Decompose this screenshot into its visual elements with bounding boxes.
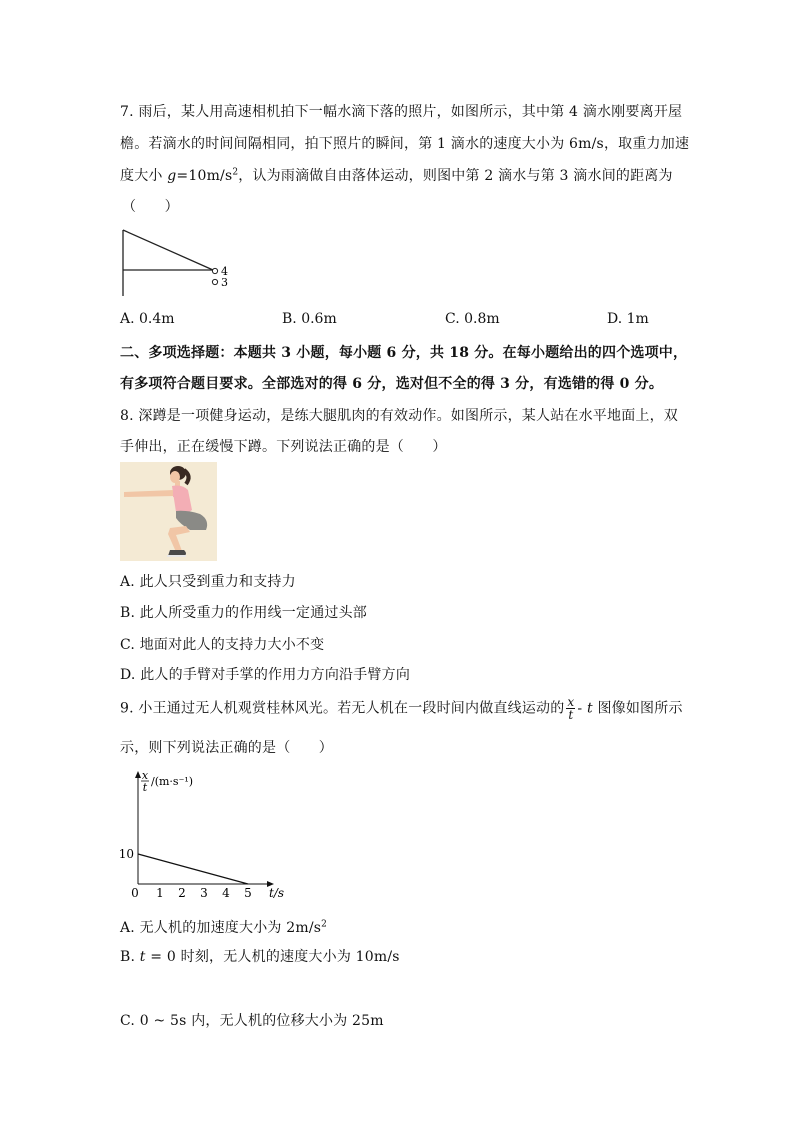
x-tick-label-5: 5 — [244, 886, 252, 900]
section2-line-2: 有多项符合题目要求。全部选对的得 6 分，选对但不全的得 3 分，有选错的得 0 分。 — [120, 376, 664, 392]
q7-option-c: C. 0.8m — [445, 311, 500, 327]
q7-line-3 — [120, 165, 673, 185]
q7-option-b: B. 0.6m — [282, 311, 337, 327]
photo-background — [120, 462, 217, 561]
xt-chart — [115, 766, 295, 904]
sleeve — [173, 488, 180, 497]
q7-line-2: 檐。若滴水的时间间隔相同，拍下照片的瞬间，第 1 滴水的速度大小为 6m/s，取重力加速 — [120, 136, 690, 152]
q9-line-1-c: 图像如图所示 — [592, 700, 683, 717]
q9-line-2: 示，则下列说法正确的是（ ） — [120, 740, 333, 756]
q9-fraction — [566, 696, 575, 721]
q7-option-a: A. 0.4m — [120, 311, 175, 327]
q9-line-1-b: - — [577, 700, 587, 717]
q9-frac-den: t — [568, 708, 574, 722]
y-tick-labels — [119, 847, 134, 861]
y-label-den: t — [142, 781, 148, 794]
eave-slope — [123, 230, 213, 270]
q7-line-3-a: 度大小 — [120, 168, 168, 184]
q7-g-symbol: g — [167, 168, 177, 184]
shoe-sole — [167, 555, 186, 557]
x-tick-label-1: 1 — [156, 886, 164, 900]
q9-option-c: C. 0 ~ 5s 内，无人机的位移大小为 25m — [120, 1013, 384, 1029]
q7-sup: 2 — [232, 167, 239, 178]
drop-3 — [212, 279, 217, 284]
q9-option-a-text: A. 无人机的加速度大小为 2m/s — [120, 920, 322, 936]
q8-option-c: C. 地面对此人的支持力大小不变 — [120, 637, 325, 653]
q9-option-b — [120, 946, 400, 966]
x-label: t/s — [269, 886, 285, 900]
x-tick-label-2: 2 — [178, 886, 186, 900]
x-tick-labels — [131, 886, 252, 900]
q9-option-a-sup: 2 — [321, 919, 328, 930]
q8-option-b: B. 此人所受重力的作用线一定通过头部 — [120, 605, 367, 621]
q9-line-1 — [120, 696, 683, 721]
squat-photo — [120, 462, 217, 561]
q9-t-symbol: t — [586, 700, 593, 717]
q8-line-2: 手伸出，正在缓慢下蹲。下列说法正确的是（ ） — [120, 439, 447, 455]
drop-label-3: 3 — [221, 276, 228, 289]
q8-line-1: 8. 深蹲是一项健身运动，是练大腿肌肉的有效动作。如图所示，某人站在水平地面上，双 — [120, 408, 679, 424]
q9-option-a — [120, 917, 327, 937]
series-line — [138, 854, 248, 884]
q9-option-b-b: = 0 时刻，无人机的速度大小为 10m/s — [145, 949, 400, 965]
q7-line-1: 7. 雨后，某人用高速相机拍下一幅水滴下落的照片，如图所示，其中第 4 滴水刚要离开屋 — [120, 104, 683, 120]
drop-4 — [212, 268, 217, 273]
q9-option-b-t: t — [139, 949, 146, 965]
q7-figure — [118, 226, 238, 300]
y-label-unit: /(m·s⁻¹) — [151, 775, 194, 788]
q9-line-1-a: 9. 小王通过无人机观赏桂林风光。若无人机在一段时间内做直线运动的 — [120, 700, 565, 717]
q7-line-3-b: =10m/s — [176, 168, 233, 184]
q7-paren: （ ） — [122, 199, 179, 215]
x-tick-label-4: 4 — [222, 886, 230, 900]
section2-line-1: 二、多项选择题：本题共 3 小题，每小题 6 分，共 18 分。在每小题给出的四个选项中， — [120, 345, 688, 361]
y-tick-label-10: 10 — [118, 847, 134, 861]
q9-option-b-a: B. — [120, 949, 140, 965]
x-tick-label-0: 0 — [131, 886, 139, 900]
q9-frac-num: x — [567, 695, 575, 709]
x-tick-label-3: 3 — [200, 886, 208, 900]
q8-option-d: D. 此人的手臂对手掌的作用力方向沿手臂方向 — [120, 667, 411, 683]
q7-option-d: D. 1m — [607, 311, 649, 327]
y-label-num: x — [141, 769, 149, 782]
drop-label-4: 4 — [221, 265, 228, 278]
q7-line-3-c: ，认为雨滴做自由落体运动，则图中第 2 滴水与第 3 滴水间的距离为 — [238, 168, 673, 184]
q8-option-a: A. 此人只受到重力和支持力 — [120, 574, 296, 590]
